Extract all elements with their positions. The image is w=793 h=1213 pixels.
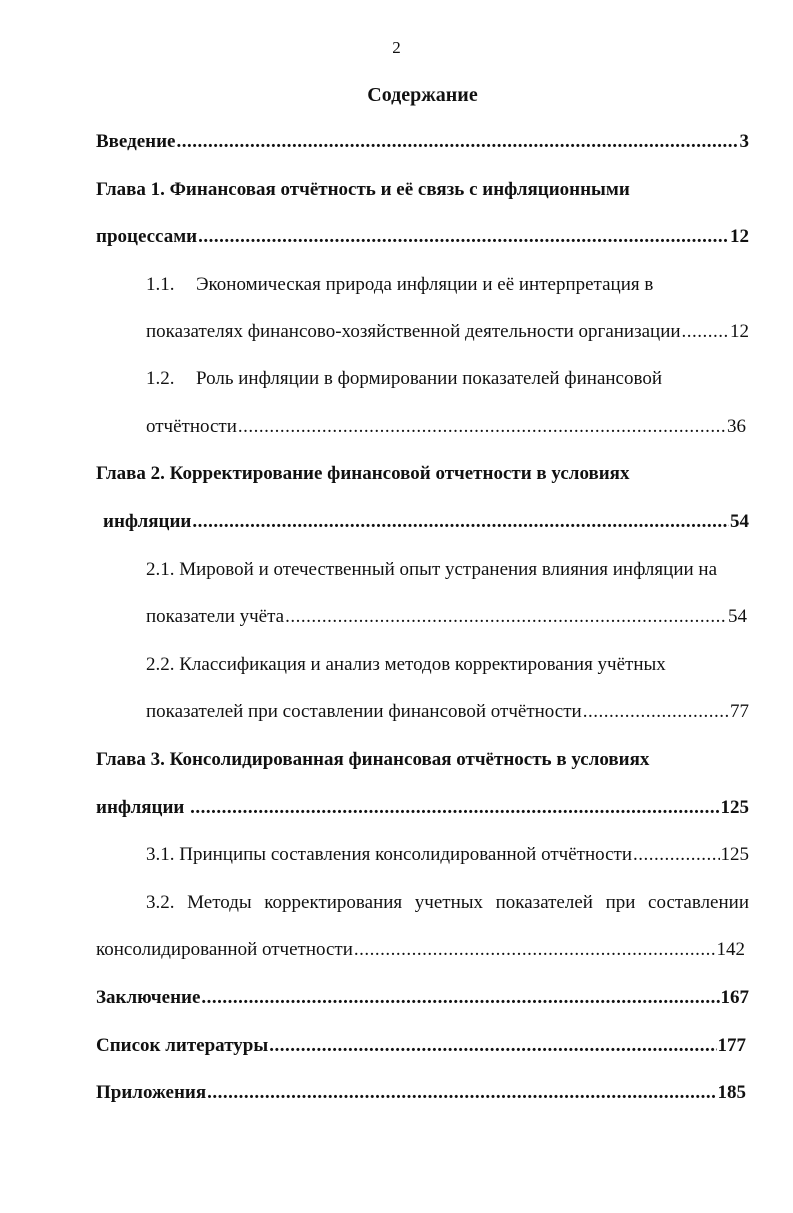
leader-dots [285,606,727,628]
toc-entry-label: Глава 2. Корректирование финансовой отчетности в условиях [96,463,630,484]
toc-entry-conclusion[interactable] [96,987,749,1013]
toc-title: Содержание [367,84,478,106]
toc-section-2-2-continuation[interactable] [146,701,749,727]
toc-entry-label: отчётности [146,416,237,437]
toc-entry-label: 2.2. Классификация и анализ методов корректирования учётных [146,654,666,675]
page-number: 2 [392,38,401,57]
toc-section-2-1-heading[interactable] [146,559,717,585]
leader-dots [207,1082,716,1104]
toc-entry-label: Заключение [96,987,201,1008]
leader-dots [583,701,729,723]
toc-entry-page: 167 [720,987,749,1008]
toc-entry-page: 125 [720,797,749,818]
toc-word: 3.2. [146,892,175,913]
toc-entry-page: 54 [728,606,747,627]
toc-section-3-2-heading[interactable] [146,892,749,914]
toc-entry-label: показателей при составлении финансовой отчётности [146,701,582,722]
toc-entry-references[interactable] [96,1035,746,1061]
leader-dots [354,939,716,961]
toc-section-1-1-heading[interactable] [146,274,653,300]
toc-word: показателей [495,892,593,913]
toc-word: Методы [187,892,252,913]
toc-section-1-2-heading[interactable] [146,368,662,394]
toc-entry-page: 185 [717,1082,746,1103]
leader-dots [682,321,729,343]
toc-entry-label: процессами [96,226,198,247]
toc-entry-label: Введение [96,131,176,152]
toc-section-2-2-heading[interactable] [146,654,666,680]
toc-entry-label: Приложения [96,1082,207,1103]
toc-entry-label: Список литературы [96,1035,269,1056]
leader-dots [192,511,729,533]
toc-entry-page: 3 [739,131,749,152]
toc-chapter-3-continuation[interactable] [96,797,749,823]
toc-word: составлении [648,892,749,913]
leader-dots [198,226,729,248]
toc-entry-label: инфляции [103,511,192,532]
toc-section-number: 1.1. [146,274,175,295]
toc-entry-label: показателях финансово-хозяйственной деятельности организации [146,321,681,342]
toc-chapter-3-heading[interactable] [96,749,649,775]
toc-section-1-2-continuation[interactable] [146,416,746,442]
leader-dots [190,797,719,819]
toc-entry-label: Экономическая природа инфляции и её интерпретация в [196,274,654,295]
toc-entry-page: 12 [730,226,749,247]
toc-section-3-1[interactable] [146,844,749,870]
toc-section-1-1-continuation[interactable] [146,321,749,347]
toc-entry-page: 142 [716,939,745,960]
toc-chapter-2-heading[interactable] [96,463,629,489]
toc-entry-page: 54 [730,511,749,532]
toc-word: корректирования [264,892,403,913]
leader-dots [269,1035,716,1057]
toc-word: при [605,892,636,913]
toc-entry-label: Роль инфляции в формировании показателей финансовой [196,368,662,389]
toc-chapter-1-heading[interactable] [96,179,630,205]
leader-dots [633,844,720,866]
toc-entry-page: 177 [717,1035,746,1056]
leader-dots [177,131,739,153]
toc-entry-page: 36 [727,416,746,437]
toc-entry-page: 125 [720,844,749,865]
leader-dots [238,416,726,438]
toc-entry-page: 77 [730,701,749,722]
toc-chapter-1-continuation[interactable] [96,226,749,252]
toc-entry-label: консолидированной отчетности [96,939,353,960]
toc-entry-label: Глава 1. Финансовая отчётность и её связь с инфляционными [96,179,630,200]
leader-dots [201,987,719,1009]
toc-section-2-1-continuation[interactable] [146,606,747,632]
toc-section-3-2-continuation[interactable] [96,939,745,965]
toc-word: учетных [414,892,484,913]
toc-section-number: 1.2. [146,368,175,389]
toc-entry-label: инфляции [96,797,190,818]
toc-entry-label: Глава 3. Консолидированная финансовая отчётность в условиях [96,749,650,770]
toc-entry-page: 12 [730,321,749,342]
toc-entry-intro[interactable] [96,131,749,157]
toc-entry-label: показатели учёта [146,606,285,627]
toc-chapter-2-continuation[interactable] [103,511,749,537]
toc-entry-appendices[interactable] [96,1082,746,1108]
toc-entry-label: 3.1. Принципы составления консолидированной отчётности [146,844,632,865]
toc-entry-label: 2.1. Мировой и отечественный опыт устранения влияния инфляции на [146,559,718,580]
